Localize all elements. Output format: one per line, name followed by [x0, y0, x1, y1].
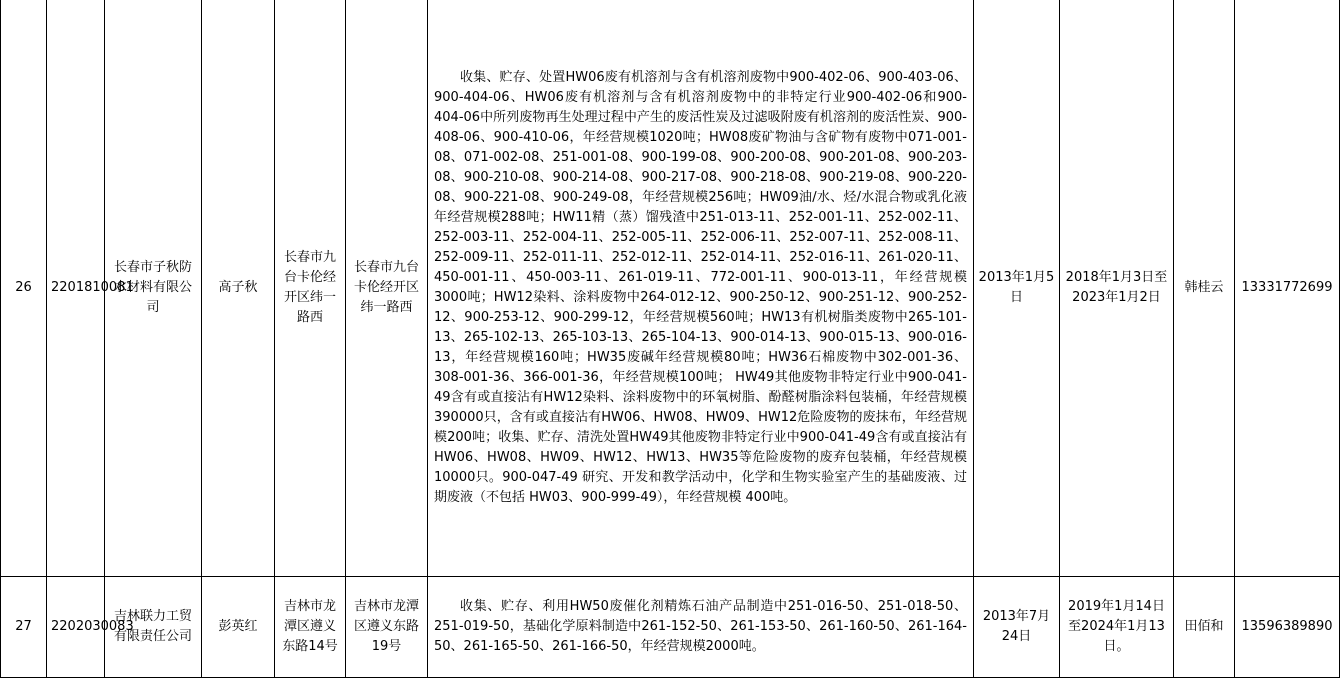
issue-date-cell: 2013年1月5日	[974, 0, 1060, 577]
address-cell: 吉林市龙潭区遵义东路14号	[275, 577, 346, 678]
permit-no-cell: 2201810081	[47, 0, 105, 577]
company-cell: 吉林联力工贸有限责任公司	[105, 577, 202, 678]
seq-cell: 27	[1, 577, 47, 678]
validity-cell: 2019年1月14日至2024年1月13日。	[1060, 577, 1174, 678]
address-cell: 长春市九台卡伦经开区纬一路西	[275, 0, 346, 577]
legal-rep-cell: 彭英红	[202, 577, 275, 678]
issue-date-cell: 2013年7月24日	[974, 577, 1060, 678]
scope-cell	[428, 577, 974, 678]
scope-text: 收集、贮存、利用HW50废催化剂精炼石油产品制造中251-016-50、251-018-50、251-019-50，基础化学原料制造中261-152-50、261-153-50、261-160-50、261-164-50、261-165-50、261-166-50，年经营规模2000吨。	[434, 599, 967, 654]
legal-rep-cell: 高子秋	[202, 0, 275, 577]
facility-address-cell: 吉林市龙潭区遵义东路19号	[346, 577, 428, 678]
validity-cell: 2018年1月3日至2023年1月2日	[1060, 0, 1174, 577]
scope-text: 收集、贮存、处置HW06废有机溶剂与含有机溶剂废物中900-402-06、900-403-06、900-404-06、HW06废有机溶剂与含有机溶剂废物中的非特定行业900-402-06和900-404-06中所列废物再生处理过程中产生的废活性炭及过滤吸附废有机溶剂的废活性炭、900-408-06、900-410-06，年经营规模1020吨；HW08废矿物油与含矿物有废物中071-001-08、071-002-08、251-001-08、900-199-08、900-200-08、900-201-08、900-203-08、900-210-08、900-214-08、900-217-08、900-218-08、900-219-08、900-220-08、900-221-08、900-249-08，年经营规模256吨；HW09油/水、烃/水混合物或乳化液年经营规模288吨；HW11精（蒸）馏残渣中251-013-11、252-001-11、252-002-11、252-003-11、252-004-11、252-005-11、252-006-11、252-007-11、252-008-11、252-009-11、252-011-11、252-012-11、252-014-11、252-016-11、261-020-11、450-001-11、450-003-11、261-019-11、772-001-11、900-013-11，年经营规模3000吨；HW12染料、涂料废物中264-012-12、900-250-12、900-251-12、900-252-12、900-253-12、900-299-12，年经营规模560吨；HW13有机树脂类废物中265-101-13、265-102-13、265-103-13、265-104-13、900-014-13、900-015-13、900-016-13，年经营规模160吨；HW35废碱年经营规模80吨；HW36石棉废物中302-001-36、308-001-36、366-001-36，年经营规模100吨； HW49其他废物非特定行业中900-041-49含有或直接沾有HW12染料、涂料废物中的环氧树脂、酚醛树脂涂料包装桶，年经营规模390000只，含有或直接沾有HW06、HW08、HW09、HW12危险废物的废抹布，年经营规模200吨；收集、贮存、清洗处置HW49其他废物非特定行业中900-041-49含有或直接沾有HW06、HW08、HW09、HW12、HW13、HW35等危险废物的废弃包装桶，年经营规模10000只。900-047-49 研究、开发和教学活动中，化学和生物实验室产生的基础废液、过期废液（不包括 HW03、900-999-49），年经营规模 400吨。	[434, 69, 967, 505]
seq-cell: 26	[1, 0, 47, 577]
facility-address-cell: 长春市九台卡伦经开区纬一路西	[346, 0, 428, 577]
company-cell: 长春市子秋防水材料有限公司	[105, 0, 202, 577]
contact-cell: 田佰和	[1174, 577, 1235, 678]
phone-cell: 13596389890	[1235, 577, 1340, 678]
table-row	[1, 0, 1340, 577]
table-row	[1, 577, 1340, 678]
permit-no-cell: 2202030083	[47, 577, 105, 678]
contact-cell: 韩桂云	[1174, 0, 1235, 577]
phone-cell: 13331772699	[1235, 0, 1340, 577]
scope-cell	[428, 0, 974, 577]
